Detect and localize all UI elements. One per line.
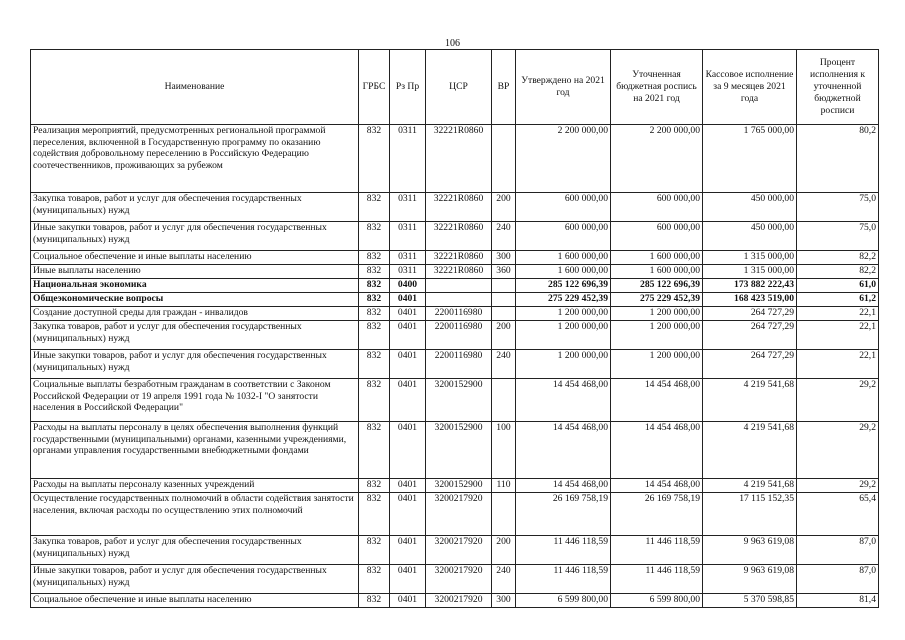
cell-rzpr: 0311 <box>390 222 426 251</box>
cell-csr: 3200152900 <box>426 479 492 493</box>
cell-grbs: 832 <box>359 594 390 608</box>
cell-rzpr: 0401 <box>390 493 426 536</box>
cell-name: Осуществление государственных полномочий в области содействия занятости населения, включая расходы по осуществлению этих полномочий <box>31 493 359 536</box>
cell-vr: 200 <box>492 536 516 565</box>
cell-csr: 2200116980 <box>426 350 492 379</box>
cell-executed: 168 423 519,00 <box>703 293 797 307</box>
cell-approved: 1 200 000,00 <box>516 307 611 321</box>
cell-grbs: 832 <box>359 293 390 307</box>
cell-executed: 450 000,00 <box>703 193 797 222</box>
cell-rzpr: 0401 <box>390 293 426 307</box>
cell-refined: 6 599 800,00 <box>611 594 703 608</box>
header-csr: ЦСР <box>426 50 492 125</box>
cell-rzpr: 0311 <box>390 251 426 265</box>
cell-vr <box>492 125 516 193</box>
cell-approved: 2 200 000,00 <box>516 125 611 193</box>
cell-rzpr: 0401 <box>390 594 426 608</box>
budget-table <box>30 49 879 608</box>
cell-percent: 75,0 <box>797 193 879 222</box>
cell-percent: 81,4 <box>797 594 879 608</box>
cell-approved: 600 000,00 <box>516 222 611 251</box>
cell-refined: 1 200 000,00 <box>611 350 703 379</box>
cell-percent: 80,2 <box>797 125 879 193</box>
cell-name: Социальное обеспечение и иные выплаты населению <box>31 251 359 265</box>
cell-vr: 240 <box>492 350 516 379</box>
table-row <box>31 379 879 422</box>
cell-csr: 32221R0860 <box>426 265 492 279</box>
cell-rzpr: 0401 <box>390 565 426 594</box>
cell-grbs: 832 <box>359 251 390 265</box>
cell-percent: 22,1 <box>797 307 879 321</box>
page-number: 106 <box>445 38 460 49</box>
cell-approved: 14 454 468,00 <box>516 379 611 422</box>
cell-percent: 82,2 <box>797 265 879 279</box>
cell-name: Иные закупки товаров, работ и услуг для обеспечения государственных (муниципальных) нужд <box>31 350 359 379</box>
cell-refined: 285 122 696,39 <box>611 279 703 293</box>
cell-grbs: 832 <box>359 193 390 222</box>
cell-name: Расходы на выплаты персоналу казенных учреждений <box>31 479 359 493</box>
header-executed: Кассовое исполнение за 9 месяцев 2021 года <box>703 50 797 125</box>
cell-approved: 11 446 118,59 <box>516 565 611 594</box>
cell-approved: 1 200 000,00 <box>516 321 611 350</box>
cell-executed: 1 315 000,00 <box>703 265 797 279</box>
cell-rzpr: 0401 <box>390 479 426 493</box>
cell-csr: 3200152900 <box>426 422 492 479</box>
cell-csr: 32221R0860 <box>426 125 492 193</box>
cell-name: Закупка товаров, работ и услуг для обеспечения государственных (муниципальных) нужд <box>31 536 359 565</box>
cell-vr: 360 <box>492 265 516 279</box>
table-row <box>31 536 879 565</box>
cell-vr <box>492 293 516 307</box>
cell-refined: 11 446 118,59 <box>611 565 703 594</box>
cell-vr <box>492 379 516 422</box>
table-row <box>31 493 879 536</box>
cell-vr: 200 <box>492 193 516 222</box>
cell-refined: 26 169 758,19 <box>611 493 703 536</box>
header-approved: Утверждено на 2021 год <box>516 50 611 125</box>
cell-executed: 4 219 541,68 <box>703 379 797 422</box>
cell-csr: 3200217920 <box>426 536 492 565</box>
cell-executed: 4 219 541,68 <box>703 479 797 493</box>
cell-grbs: 832 <box>359 536 390 565</box>
cell-name: Социальное обеспечение и иные выплаты населению <box>31 594 359 608</box>
cell-grbs: 832 <box>359 565 390 594</box>
cell-refined: 1 200 000,00 <box>611 321 703 350</box>
cell-refined: 275 229 452,39 <box>611 293 703 307</box>
cell-csr: 32221R0860 <box>426 251 492 265</box>
header-row <box>31 50 879 125</box>
cell-grbs: 832 <box>359 379 390 422</box>
cell-vr <box>492 279 516 293</box>
cell-csr: 3200152900 <box>426 379 492 422</box>
cell-approved: 14 454 468,00 <box>516 422 611 479</box>
cell-csr <box>426 293 492 307</box>
cell-grbs: 832 <box>359 493 390 536</box>
cell-name: Иные закупки товаров, работ и услуг для обеспечения государственных (муниципальных) нужд <box>31 565 359 594</box>
cell-refined: 14 454 468,00 <box>611 422 703 479</box>
cell-csr: 3200217920 <box>426 493 492 536</box>
cell-executed: 264 727,29 <box>703 307 797 321</box>
cell-refined: 2 200 000,00 <box>611 125 703 193</box>
cell-vr: 240 <box>492 565 516 594</box>
cell-percent: 29,2 <box>797 422 879 479</box>
cell-grbs: 832 <box>359 125 390 193</box>
cell-percent: 22,1 <box>797 321 879 350</box>
cell-rzpr: 0311 <box>390 193 426 222</box>
cell-approved: 285 122 696,39 <box>516 279 611 293</box>
table-row <box>31 350 879 379</box>
cell-vr: 300 <box>492 251 516 265</box>
cell-percent: 65,4 <box>797 493 879 536</box>
cell-grbs: 832 <box>359 279 390 293</box>
cell-grbs: 832 <box>359 307 390 321</box>
cell-refined: 1 600 000,00 <box>611 251 703 265</box>
cell-refined: 14 454 468,00 <box>611 379 703 422</box>
cell-rzpr: 0401 <box>390 321 426 350</box>
cell-rzpr: 0311 <box>390 265 426 279</box>
cell-grbs: 832 <box>359 321 390 350</box>
cell-executed: 1 315 000,00 <box>703 251 797 265</box>
cell-rzpr: 0400 <box>390 279 426 293</box>
table-row <box>31 251 879 265</box>
cell-rzpr: 0401 <box>390 536 426 565</box>
table-row <box>31 222 879 251</box>
cell-approved: 1 600 000,00 <box>516 251 611 265</box>
cell-executed: 17 115 152,35 <box>703 493 797 536</box>
cell-refined: 11 446 118,59 <box>611 536 703 565</box>
cell-rzpr: 0401 <box>390 350 426 379</box>
cell-vr: 300 <box>492 594 516 608</box>
cell-rzpr: 0401 <box>390 422 426 479</box>
cell-csr: 32221R0860 <box>426 193 492 222</box>
table-row <box>31 479 879 493</box>
cell-name: Закупка товаров, работ и услуг для обеспечения государственных (муниципальных) нужд <box>31 193 359 222</box>
cell-csr: 32221R0860 <box>426 222 492 251</box>
table-row <box>31 125 879 193</box>
cell-refined: 600 000,00 <box>611 193 703 222</box>
cell-grbs: 832 <box>359 350 390 379</box>
cell-executed: 1 765 000,00 <box>703 125 797 193</box>
cell-percent: 61,0 <box>797 279 879 293</box>
cell-executed: 9 963 619,08 <box>703 536 797 565</box>
cell-name: Иные закупки товаров, работ и услуг для обеспечения государственных (муниципальных) нужд <box>31 222 359 251</box>
cell-name: Закупка товаров, работ и услуг для обеспечения государственных (муниципальных) нужд <box>31 321 359 350</box>
cell-approved: 11 446 118,59 <box>516 536 611 565</box>
cell-percent: 75,0 <box>797 222 879 251</box>
table-row <box>31 422 879 479</box>
cell-name: Расходы на выплаты персоналу в целях обеспечения выполнения функций государственными (муниципальными) органами, казенными учреждениями, органами управления государственными внебюджетными фондами <box>31 422 359 479</box>
table-row <box>31 293 879 307</box>
cell-approved: 14 454 468,00 <box>516 479 611 493</box>
cell-grbs: 832 <box>359 265 390 279</box>
cell-percent: 22,1 <box>797 350 879 379</box>
cell-approved: 1 600 000,00 <box>516 265 611 279</box>
cell-vr: 110 <box>492 479 516 493</box>
cell-rzpr: 0401 <box>390 307 426 321</box>
header-rzpr: Рз Пр <box>390 50 426 125</box>
cell-name: Иные выплаты населению <box>31 265 359 279</box>
cell-name: Общеэкономические вопросы <box>31 293 359 307</box>
cell-vr <box>492 493 516 536</box>
cell-executed: 450 000,00 <box>703 222 797 251</box>
cell-csr <box>426 279 492 293</box>
cell-executed: 264 727,29 <box>703 321 797 350</box>
cell-csr: 2200116980 <box>426 307 492 321</box>
cell-executed: 264 727,29 <box>703 350 797 379</box>
header-percent: Процент исполнения к уточненной бюджетной росписи <box>797 50 879 125</box>
cell-name: Реализация мероприятий, предусмотренных региональной программой переселения, включенной в Государственную программу по оказанию содействия добровольному переселению в Российскую Федерацию соотечественников, проживающих за рубежом <box>31 125 359 193</box>
cell-percent: 87,0 <box>797 536 879 565</box>
cell-refined: 1 600 000,00 <box>611 265 703 279</box>
table-row <box>31 594 879 608</box>
cell-vr <box>492 307 516 321</box>
cell-approved: 26 169 758,19 <box>516 493 611 536</box>
cell-approved: 6 599 800,00 <box>516 594 611 608</box>
cell-executed: 173 882 222,43 <box>703 279 797 293</box>
table-row <box>31 321 879 350</box>
header-refined: Уточненная бюджетная роспись на 2021 год <box>611 50 703 125</box>
cell-refined: 14 454 468,00 <box>611 479 703 493</box>
header-name: Наименование <box>31 50 359 125</box>
cell-executed: 5 370 598,85 <box>703 594 797 608</box>
cell-csr: 2200116980 <box>426 321 492 350</box>
cell-refined: 600 000,00 <box>611 222 703 251</box>
cell-grbs: 832 <box>359 479 390 493</box>
cell-grbs: 832 <box>359 222 390 251</box>
cell-approved: 600 000,00 <box>516 193 611 222</box>
cell-percent: 61,2 <box>797 293 879 307</box>
cell-name: Социальные выплаты безработным гражданам в соответствии с Законом Российской Федерации от 19 апреля 1991 года № 1032-I "О занятости населения в Российской Федерации" <box>31 379 359 422</box>
cell-vr: 200 <box>492 321 516 350</box>
cell-approved: 275 229 452,39 <box>516 293 611 307</box>
cell-executed: 9 963 619,08 <box>703 565 797 594</box>
cell-percent: 87,0 <box>797 565 879 594</box>
cell-refined: 1 200 000,00 <box>611 307 703 321</box>
table-row <box>31 265 879 279</box>
table-row <box>31 307 879 321</box>
cell-csr: 3200217920 <box>426 565 492 594</box>
cell-vr: 240 <box>492 222 516 251</box>
cell-vr: 100 <box>492 422 516 479</box>
cell-name: Создание доступной среды для граждан - инвалидов <box>31 307 359 321</box>
header-grbs: ГРБС <box>359 50 390 125</box>
header-vr: ВР <box>492 50 516 125</box>
table-row <box>31 193 879 222</box>
table-row <box>31 279 879 293</box>
cell-percent: 82,2 <box>797 251 879 265</box>
table-row <box>31 565 879 594</box>
cell-rzpr: 0401 <box>390 379 426 422</box>
cell-percent: 29,2 <box>797 479 879 493</box>
cell-grbs: 832 <box>359 422 390 479</box>
cell-percent: 29,2 <box>797 379 879 422</box>
cell-executed: 4 219 541,68 <box>703 422 797 479</box>
cell-rzpr: 0311 <box>390 125 426 193</box>
cell-name: Национальная экономика <box>31 279 359 293</box>
cell-approved: 1 200 000,00 <box>516 350 611 379</box>
cell-csr: 3200217920 <box>426 594 492 608</box>
